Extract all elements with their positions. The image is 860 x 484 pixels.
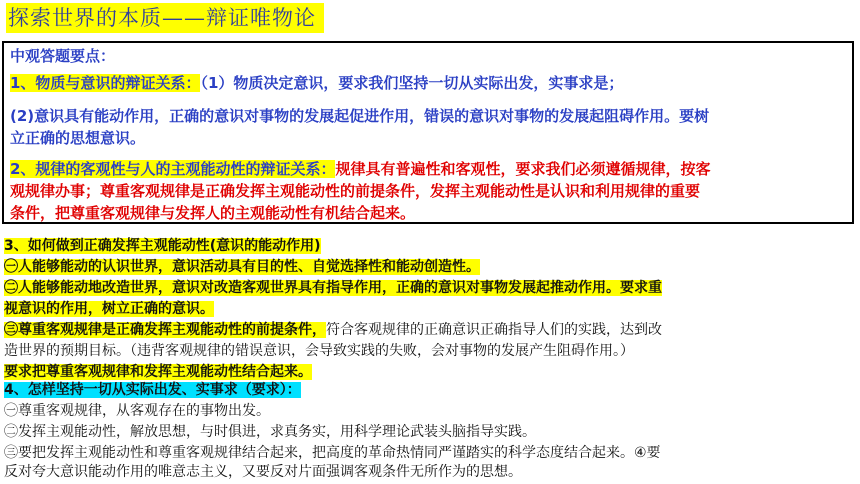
sec3-b1: ㊁人能够能动地改造世界，意识对改造客观世界具有指导作用，正确的意识对事物发展起推动作用。要求重 [4,280,662,296]
sec3-d: 要求把尊重客观规律和发挥主观能动性结合起来。 [4,364,312,380]
sec3-a: ㊀人能够能动的认识世界，意识活动具有目的性、自觉选择性和能动创造性。 [4,259,480,275]
sec4-c1: ㊂要把发挥主观能动性和尊重客观规律结合起来，把高度的革命热情同严谨踏实的科学态度结合起来。④要 [4,445,661,461]
point-2-label: 2、规律的客观性与人的主观能动性的辩证关系： [10,160,336,178]
point-1-label: 1、物质与意识的辩证关系： [10,74,201,92]
point-1-text: （1）物质决定意识，要求我们坚持一切从实际出发，实事求是； [200,74,624,92]
sec4-b: ㊁发挥主观能动性，解放思想，与时俱进，求真务实，用科学理论武装头脑指导实践。 [4,424,536,440]
sec3-c: ㊂尊重客观规律是正确发挥主观能动性的前提条件，符合客观规律的正确意识正确指导人们的实践，达到改 [4,322,662,338]
box-heading: 中观答题要点： [10,47,116,65]
point-1 [10,72,846,94]
point-1-2a: (2)意识具有能动作用，正确的意识对事物的发展起促进作用，错误的意识对事物的发展起阻碍作用。要树 [10,107,710,125]
page-title: 探索世界的本质——辩证唯物论 [6,3,324,33]
sec4-a: ㊀尊重客观规律，从客观存在的事物出发。 [4,403,270,419]
point-1-2b: 立正确的思想意识。 [10,129,146,147]
sec3-heading: 3、如何做到正确发挥主观能动性(意识的能动作用) [4,238,321,254]
point-2-c: 条件，把尊重客观规律与发挥人的主观能动性有机结合起来。 [10,204,416,222]
point-2 [10,158,846,180]
point-2-text: 规律具有普遍性和客观性，要求我们必须遵循规律，按客 [335,160,711,178]
sec4-heading: 4、怎样坚持一切从实际出发、实事求（要求）： [4,382,301,398]
sec3-c2: 造世界的预期目标。（违背客观规律的错误意识，会导致实践的失败，会对事物的发展产生阻碍作用。） [4,343,634,359]
sec3-b2: 视意识的作用，树立正确的意识。 [4,301,214,317]
key-points-box [2,41,854,224]
sec4-c2: 反对夸大意识能动作用的唯意志主义，又要反对片面强调客观条件无所作为的思想。 [4,464,522,480]
point-2-b: 观规律办事；尊重客观规律是正确发挥主观能动性的前提条件，发挥主观能动性是认识和利用规律的重要 [10,182,701,200]
